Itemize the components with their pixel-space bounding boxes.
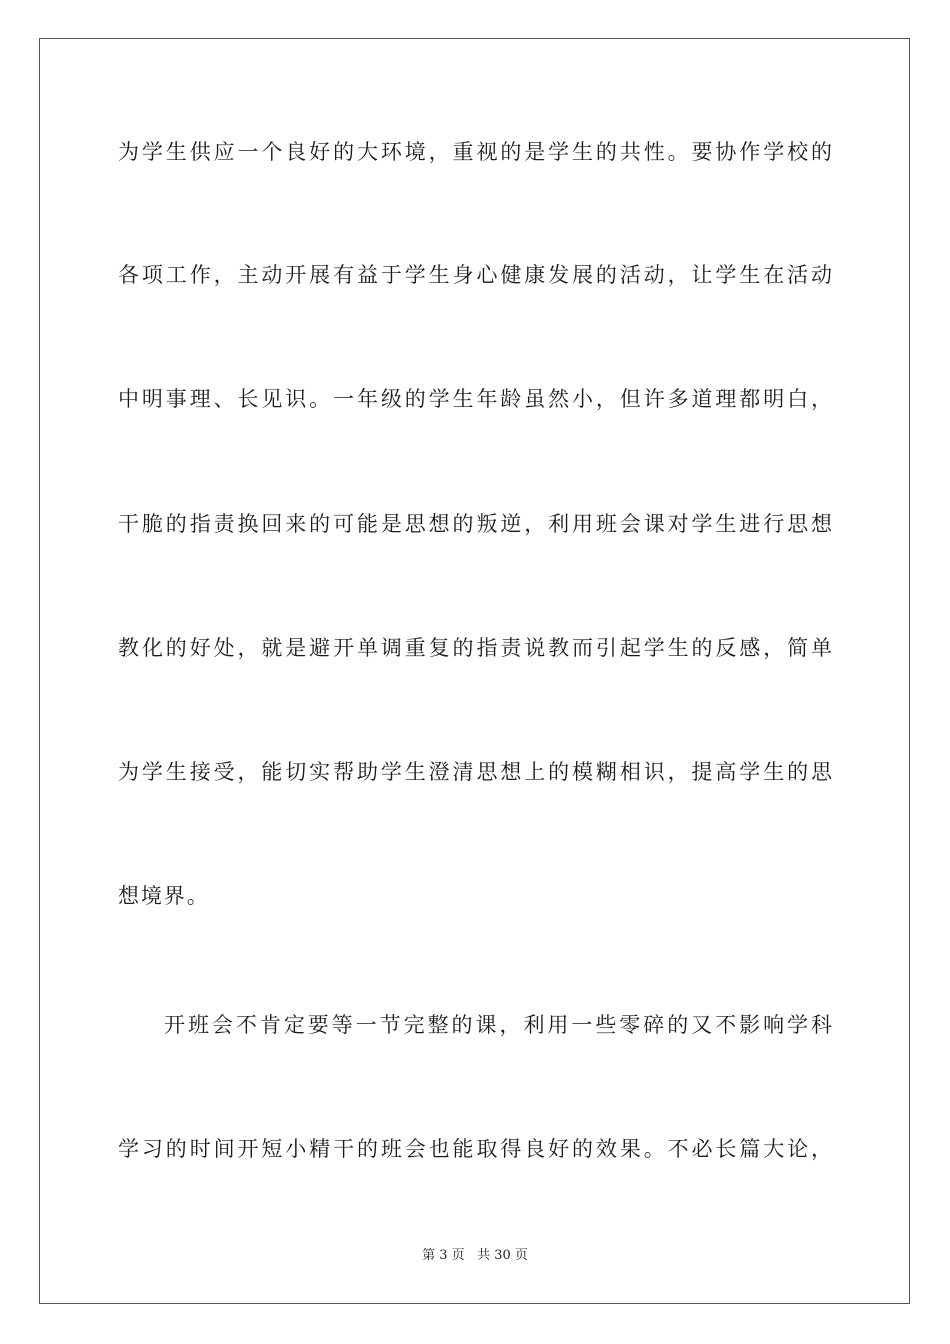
page-border <box>39 38 910 1304</box>
text-line: 干脆的指责换回来的可能是思想的叛逆，利用班会课对学生进行思想 <box>118 512 832 536</box>
paragraph-first-line: 开班会不肯定要等一节完整的课，利用一些零碎的又不影响学科 <box>164 1013 832 1037</box>
page-footer <box>0 1247 950 1265</box>
text-line: 为学生供应一个良好的大环境，重视的是学生的共性。要协作学校的 <box>118 140 832 164</box>
page-number: 第 3 页 <box>422 1248 465 1263</box>
text-line: 为学生接受，能切实帮助学生澄清思想上的模糊相识，提高学生的思 <box>118 760 832 784</box>
text-line: 各项工作，主动开展有益于学生身心健康发展的活动，让学生在活动 <box>118 263 832 287</box>
text-line: 教化的好处，就是避开单调重复的指责说教而引起学生的反感，简单 <box>118 636 832 660</box>
text-line: 学习的时间开短小精干的班会也能取得良好的效果。不必长篇大论， <box>118 1137 832 1161</box>
text-line: 想境界。 <box>118 884 210 908</box>
page-total: 共 30 页 <box>477 1248 528 1263</box>
text-line: 中明事理、长见识。一年级的学生年龄虽然小，但许多道理都明白， <box>118 387 832 411</box>
